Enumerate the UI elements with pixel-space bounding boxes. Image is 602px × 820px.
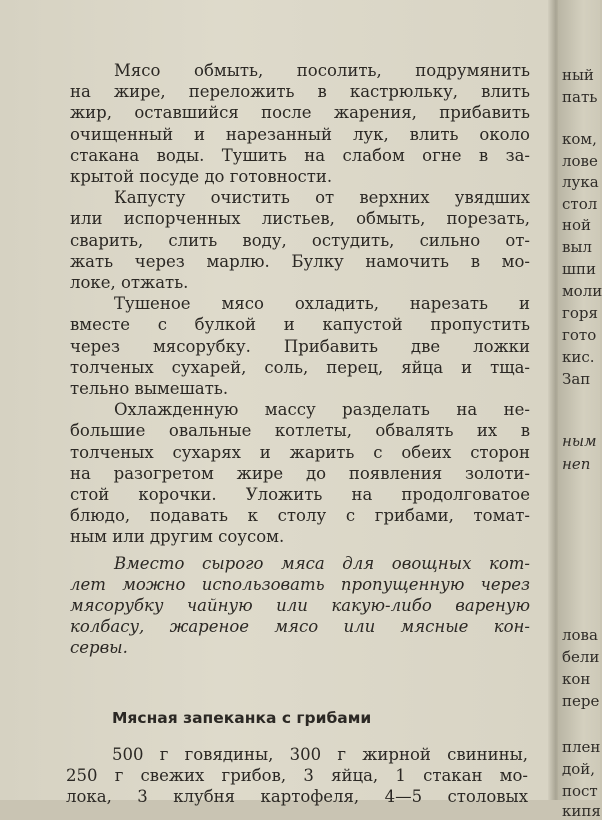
right-page — [558, 0, 602, 820]
edge-fragment: лова — [562, 626, 598, 644]
text-line: лет можно использовать пропущенную через — [70, 574, 530, 594]
text-line: очищенный и нарезанный лук, влить около — [70, 124, 530, 144]
edge-fragment: моли — [562, 282, 602, 300]
text-line: локе, отжать. — [70, 273, 189, 293]
edge-fragment: бели — [562, 648, 600, 666]
edge-fragment: кис. — [562, 348, 595, 366]
edge-fragment: ком, — [562, 130, 597, 148]
text-line: жать через марлю. Булку намочить в мо- — [70, 251, 530, 271]
edge-fragment: стол — [562, 195, 598, 213]
edge-fragment: пост — [562, 782, 598, 800]
text-line: мясорубку чайную или какую-либо вареную — [70, 596, 530, 616]
text-line: блюдо, подавать к столу с грибами, томат- — [70, 506, 530, 526]
text-line: через мясорубку. Прибавить две ложки — [70, 336, 530, 356]
text-line: жир, оставшийся после жарения, прибавить — [70, 103, 530, 123]
edge-fragment: ным — [562, 432, 597, 450]
text-line: стой корочки. Уложить на продолговатое — [70, 485, 530, 505]
edge-fragment: кипя — [562, 802, 601, 820]
text-line: на жире, переложить в кастрюльку, влить — [70, 82, 530, 102]
text-line: 500 г говядины, 300 г жирной свинины, — [112, 745, 528, 764]
text-line: толченых сухарей, соль, перец, яйца и тща- — [70, 357, 530, 377]
edge-fragment: ной — [562, 216, 592, 234]
edge-fragment: шпи — [562, 260, 596, 278]
text-line: колбасу, жареное мясо или мясные кон- — [70, 617, 530, 637]
text-line: ным или другим соусом. — [70, 527, 285, 547]
text-line: крытой посуде до готовности. — [70, 167, 333, 187]
paragraph-1 — [70, 60, 530, 187]
text-line: на разогретом жире до появления золоти- — [70, 463, 530, 483]
edge-fragment: лове — [562, 152, 598, 170]
text-line: тельно вымешать. — [70, 379, 229, 399]
edge-fragment: выл — [562, 238, 592, 256]
recipe-heading: Мясная запеканка с грибами — [112, 709, 372, 727]
ingredients-paragraph — [66, 744, 528, 808]
text-line: Тушеное мясо охладить, нарезать и — [114, 294, 530, 314]
edge-fragment: гото — [562, 326, 597, 344]
text-line: толченых сухарях и жарить с обеих сторон — [70, 442, 530, 462]
text-line: 250 г свежих грибов, 3 яйца, 1 стакан мо- — [66, 766, 528, 786]
paragraph-3 — [70, 293, 530, 399]
text-line: Вместо сырого мяса для овощных кот- — [114, 553, 530, 573]
edge-fragment: пере — [562, 692, 600, 710]
text-line: Мясо обмыть, посолить, подрумянить — [114, 61, 530, 80]
paragraph-2 — [70, 187, 530, 293]
text-line: большие овальные котлеты, обвалять их в — [70, 421, 530, 441]
edge-fragment: неп — [562, 455, 591, 473]
text-line: сервы. — [70, 638, 128, 658]
text-line: стакана воды. Тушить на слабом огне в за- — [70, 145, 530, 165]
edge-fragment: пать — [562, 88, 598, 106]
paragraph-4 — [70, 399, 530, 547]
text-line: вместе с булкой и капустой пропустить — [70, 315, 530, 335]
ingredients-text — [66, 744, 528, 808]
text-line: Капусту очистить от верхних увядших — [114, 188, 530, 208]
edge-fragment: плен — [562, 738, 601, 756]
italic-note — [70, 553, 530, 659]
text-line: или испорченных листьев, обмыть, порезать, — [70, 209, 530, 229]
edge-fragment: горя — [562, 304, 598, 322]
text-line: лока, 3 клубня картофеля, 4—5 столовых — [66, 787, 528, 807]
edge-fragment: Зап — [562, 370, 591, 388]
edge-fragment: ный — [562, 66, 594, 84]
edge-fragment: кон — [562, 670, 591, 688]
text-line: сварить, слить воду, остудить, сильно от- — [70, 230, 530, 250]
edge-fragment: дой, — [562, 760, 596, 778]
recipe-text-column — [70, 60, 530, 659]
edge-fragment: лука — [562, 173, 599, 191]
text-line: Охлажденную массу разделать на не- — [114, 400, 530, 420]
